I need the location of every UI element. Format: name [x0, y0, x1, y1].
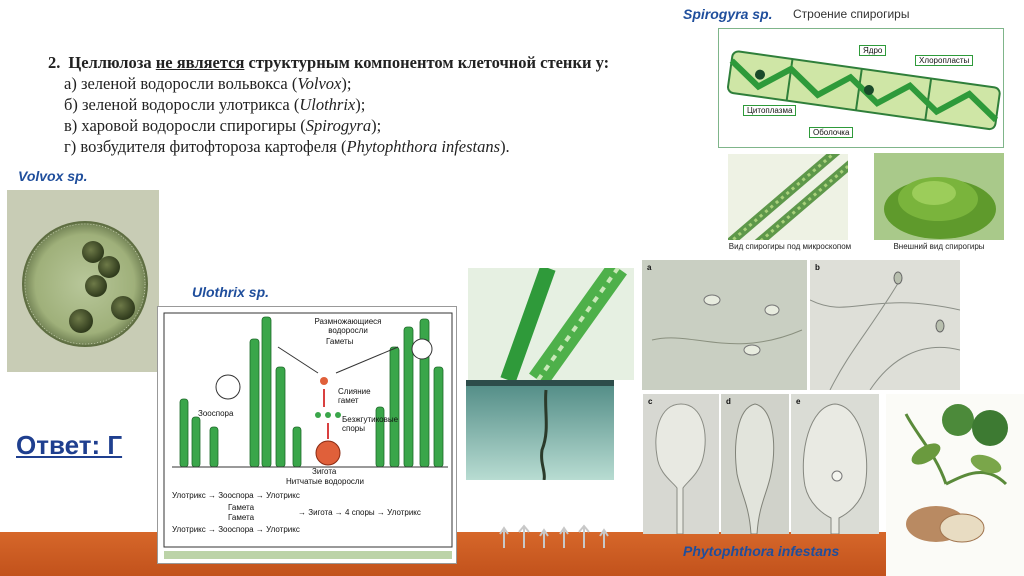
label-multiplying: Размножающиеся водоросли: [314, 317, 382, 335]
spirogyra-appearance-drawing: [874, 153, 1004, 240]
phyto-label-e: e: [796, 397, 801, 406]
potato-drawing: [886, 394, 1024, 576]
caption-appearance: Внешний вид спирогиры: [893, 242, 985, 251]
caption-volvox: Volvox sp.: [18, 168, 88, 184]
potato-plant-illustration: [886, 394, 1024, 576]
label-filaments: Нитчатые водоросли: [286, 477, 365, 486]
label-spores: Безжгутиковые споры: [342, 415, 399, 433]
spirogyra-structure-diagram: [718, 28, 1004, 148]
answer-text: Ответ: Г: [16, 430, 123, 460]
phyto-panel-a: [642, 260, 807, 390]
spirogyra-filament-photo: [468, 268, 634, 380]
phyto-label-a: a: [647, 263, 652, 272]
caption-ulothrix: Ulothrix sp.: [192, 284, 270, 300]
phyto-b-drawing: [810, 260, 960, 390]
phyto-panel-c: [643, 394, 719, 534]
phyto-d-drawing: [721, 394, 789, 534]
cycle-gamete-b: Гамета: [228, 513, 255, 522]
underwater-photo: [466, 380, 614, 480]
underlined-phrase: не является: [155, 53, 245, 72]
phyto-panel-d: [721, 394, 789, 534]
phyto-label-c: c: [648, 397, 653, 406]
label-wall: Оболочка: [809, 127, 853, 138]
cycle-row4: Улотрикс → Зооспора → Улотрикс: [172, 525, 300, 534]
label-fusion: Слияние гамет: [338, 387, 371, 405]
ulothrix-diagram: [157, 306, 457, 564]
label-gametes: Гаметы: [326, 337, 354, 346]
cycle-zygote: → Зигота → 4 споры → Улотрикс: [298, 508, 421, 517]
spirogyra-microscope-drawing: [728, 154, 848, 240]
cycle-gamete-a: Гамета: [228, 503, 255, 512]
option-c: в) харовой водоросли спирогиры (Spirogyra);: [64, 116, 382, 135]
phyto-e-drawing: [791, 394, 879, 534]
option-d: г) возбудителя фитофтороза картофеля (Phytophthora infestans).: [64, 137, 510, 156]
phyto-panel-b: [810, 260, 960, 390]
option-b: б) зеленой водоросли улотрикса (Ulothrix);: [64, 95, 366, 114]
caption-spirogyra: Spirogyra sp.: [683, 6, 773, 22]
question-block: [48, 52, 688, 157]
caption-phytophthora: Phytophthora infestans: [683, 543, 840, 559]
phyto-a-drawing: [642, 260, 807, 390]
decorative-plants-drawing: [494, 520, 614, 550]
underwater-drawing: [466, 380, 614, 480]
caption-microscope: Вид спирогиры под микроскопом: [728, 242, 852, 251]
volvox-drawing: [7, 190, 159, 372]
decorative-plants-icon: [494, 520, 614, 550]
spirogyra-diagram-title: Строение спирогиры: [793, 7, 910, 21]
spirogyra-appearance-photo: [874, 153, 1004, 240]
phyto-c-drawing: [643, 394, 719, 534]
label-cytoplasm: Цитоплазма: [743, 105, 796, 116]
phyto-label-b: b: [815, 263, 820, 272]
label-zygote: Зигота: [312, 467, 337, 476]
phyto-panel-e: [791, 394, 879, 534]
spirogyra-filament-drawing: [468, 268, 634, 380]
option-a: а) зеленой водоросли вольвокса (Volvox);: [64, 74, 352, 93]
label-chloroplasts: Хлоропласты: [915, 55, 973, 66]
phyto-label-d: d: [726, 397, 731, 406]
label-nucleus: Ядро: [859, 45, 886, 56]
question-number: 2.: [48, 53, 61, 72]
spirogyra-microscope-photo: [728, 154, 848, 240]
label-zoospore: Зооспора: [198, 409, 234, 418]
cycle-row1: Улотрикс → Зооспора → Улотрикс: [172, 491, 300, 500]
question-stem: 2. Целлюлоза не является структурным компонентом клеточной стенки у:: [48, 53, 610, 72]
volvox-image: [7, 190, 159, 372]
